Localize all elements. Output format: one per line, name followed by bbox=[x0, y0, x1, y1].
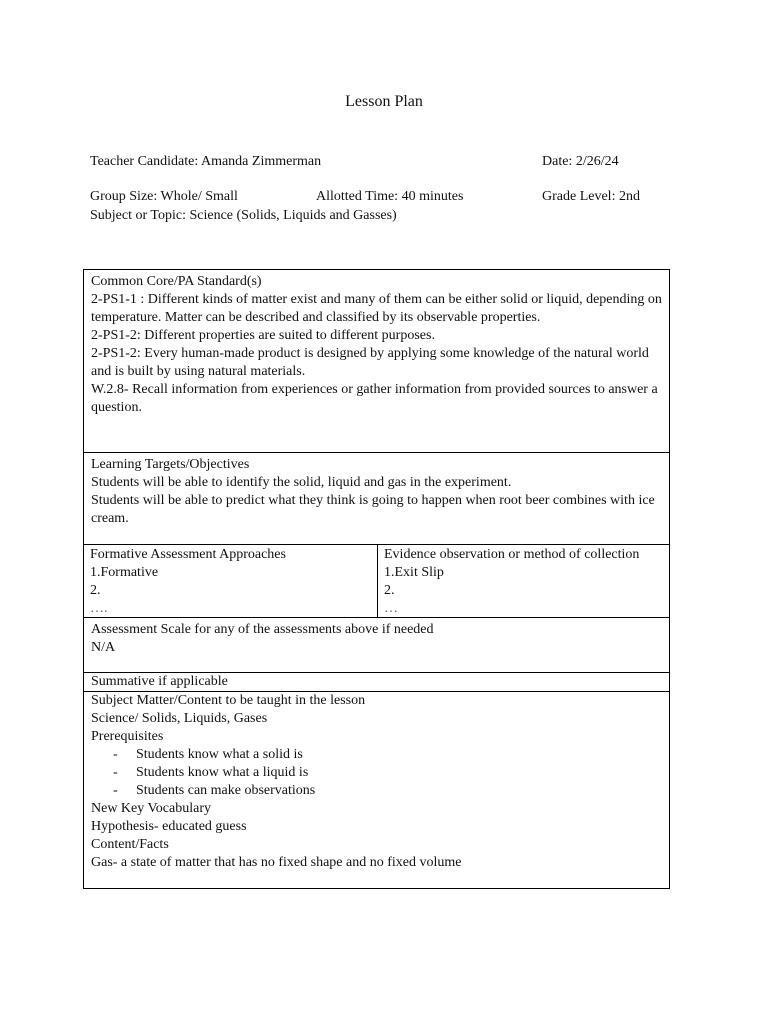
objectives-section bbox=[84, 453, 669, 545]
standard-item: W.2.8- Recall information from experiences or gather information from provided sources to answer a question. bbox=[91, 382, 658, 415]
bullet-dash: - bbox=[113, 747, 118, 762]
objectives-heading: Learning Targets/Objectives bbox=[91, 457, 250, 472]
objective-item: Students will be able to identify the solid, liquid and gas in the experiment. bbox=[91, 475, 512, 490]
content-section bbox=[84, 692, 669, 888]
evidence-heading: Evidence observation or method of collection bbox=[384, 547, 640, 562]
facts-item: Gas- a state of matter that has no fixed shape and no fixed volume bbox=[91, 855, 462, 870]
assessment-row bbox=[84, 545, 669, 618]
standard-item: 2-PS1-2: Every human-made product is designed by applying some knowledge of the natural world and is built by using natural materials. bbox=[91, 346, 649, 379]
standard-item: 2-PS1-1 : Different kinds of matter exist and many of them can be either solid or liquid, depending on temperature. Matter can be described and classified by its observable properties. bbox=[91, 292, 662, 325]
evidence-item: 1.Exit Slip bbox=[384, 565, 444, 580]
content-topic: Science/ Solids, Liquids, Gases bbox=[91, 711, 268, 726]
prerequisite-item bbox=[91, 746, 662, 764]
lesson-date: Date: 2/26/24 bbox=[542, 154, 619, 169]
objective-item: Students will be able to predict what they think is going to happen when root beer combines with ice cream. bbox=[91, 493, 655, 526]
bullet-dash: - bbox=[113, 765, 118, 780]
prerequisite-item bbox=[91, 782, 662, 800]
subject-topic: Subject or Topic: Science (Solids, Liquids and Gasses) bbox=[90, 208, 397, 223]
prerequisites-heading: Prerequisites bbox=[91, 729, 164, 744]
lesson-plan-table bbox=[83, 269, 670, 889]
group-size: Group Size: Whole/ Small bbox=[90, 189, 238, 204]
prerequisite-text: Students know what a liquid is bbox=[136, 765, 309, 780]
summative-heading: Summative if applicable bbox=[91, 674, 228, 689]
standards-section bbox=[84, 270, 669, 453]
evidence-item: 2. bbox=[384, 583, 395, 598]
summative-section bbox=[84, 673, 669, 692]
standards-heading: Common Core/PA Standard(s) bbox=[91, 274, 262, 289]
prerequisite-item bbox=[91, 764, 662, 782]
teacher-candidate: Teacher Candidate: Amanda Zimmerman bbox=[90, 154, 322, 169]
formative-item: 1.Formative bbox=[90, 565, 159, 580]
evidence-item: … bbox=[384, 601, 398, 616]
bullet-dash: - bbox=[113, 783, 118, 798]
page-title: Lesson Plan bbox=[345, 93, 423, 110]
grade-level: Grade Level: 2nd bbox=[542, 189, 640, 204]
facts-heading: Content/Facts bbox=[91, 837, 169, 852]
evidence-cell bbox=[378, 545, 669, 617]
prerequisite-text: Students know what a solid is bbox=[136, 747, 303, 762]
formative-item: 2. bbox=[90, 583, 101, 598]
assessment-scale-value: N/A bbox=[91, 640, 116, 655]
vocabulary-heading: New Key Vocabulary bbox=[91, 801, 212, 816]
formative-heading: Formative Assessment Approaches bbox=[90, 547, 286, 562]
standard-item: 2-PS1-2: Different properties are suited to different purposes. bbox=[91, 328, 435, 343]
formative-cell bbox=[84, 545, 378, 617]
allotted-time: Allotted Time: 40 minutes bbox=[316, 189, 464, 204]
content-heading: Subject Matter/Content to be taught in the lesson bbox=[91, 693, 366, 708]
assessment-scale-heading: Assessment Scale for any of the assessments above if needed bbox=[91, 622, 434, 637]
vocabulary-item: Hypothesis- educated guess bbox=[91, 819, 247, 834]
prerequisite-text: Students can make observations bbox=[136, 783, 316, 798]
formative-item: …. bbox=[90, 601, 108, 616]
assessment-scale-section bbox=[84, 618, 669, 673]
